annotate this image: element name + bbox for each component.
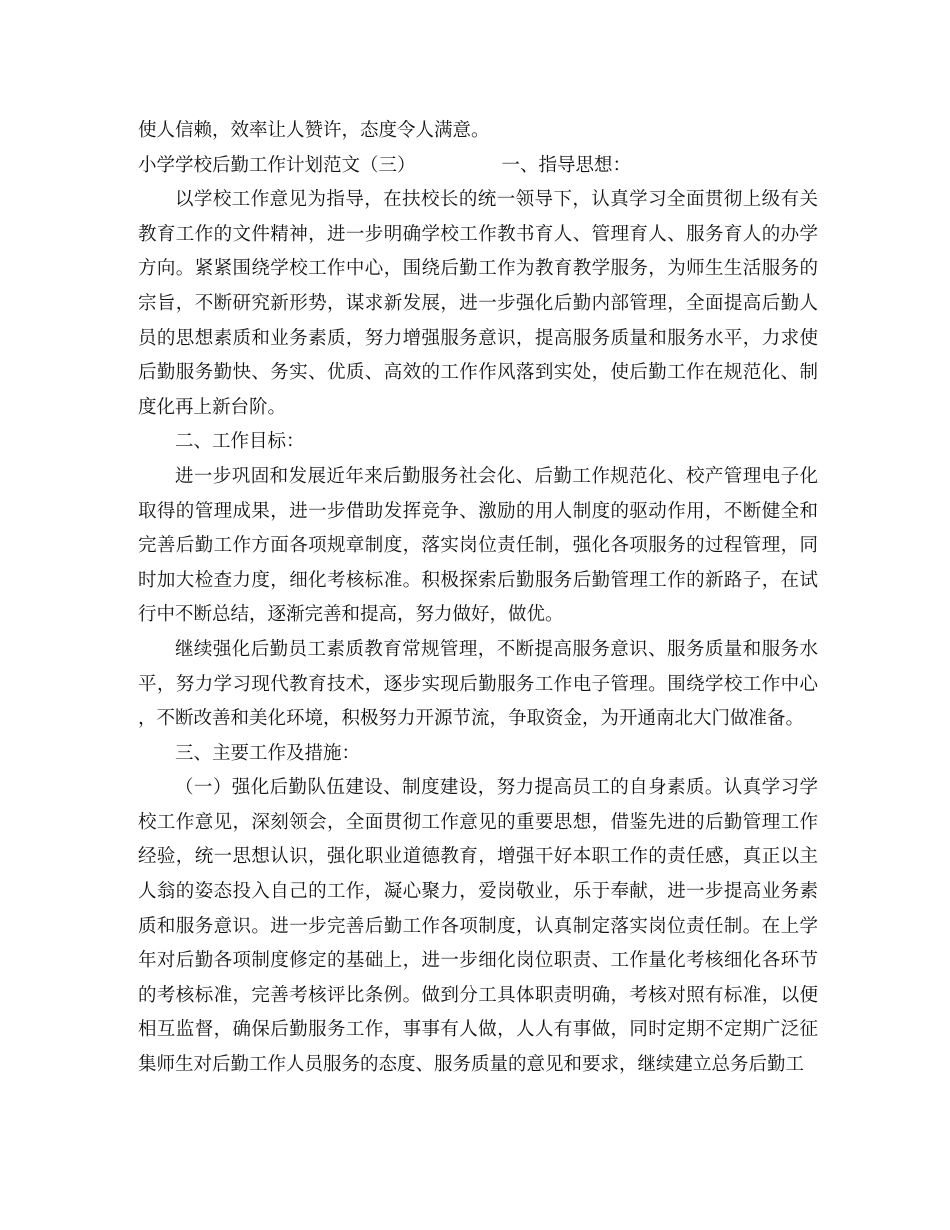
paragraph-main-work-1: （一）强化后勤队伍建设、制度建设，努力提高员工的自身素质。认真学习学校工作意见，深刻领会，全面贯彻工作意见的重要思想，借鉴先进的后勤管理工作经验，统一思想认识，强化职业道德教育，增强干好本职工作的责任感，真正以主人翁的姿态投入自己的工作，凝心聚力，爱岗敬业，乐于奉献，进一步提高业务素质和服务意识。进一步完善后勤工作各项制度，认真制定落实岗位责任制。在上学年对后勤各项制度修定的基础上，进一步细化岗位职责、工作量化考核细化各环节的考核标准，完善考核评比条例。做到分工具体职责明确，考核对照有标准，以便相互监督，确保后勤服务工作，事事有人做，人人有事做，同时定期不定期广泛征集师生对后勤工作人员服务的态度、服务质量的意见和要求，继续建立总务后勤工 xyxy=(138,777,818,1076)
document-body xyxy=(138,114,818,1083)
paragraph-continuation: 使人信赖，效率让人赞许，态度令人满意。 xyxy=(138,120,490,141)
section-heading-guiding-ideology: 一、指导思想： xyxy=(501,154,632,176)
section-heading-main-work: 三、主要工作及措施： xyxy=(175,742,361,764)
title-line xyxy=(138,149,818,184)
paragraph-work-goals-1: 进一步巩固和发展近年来后勤服务社会化、后勤工作规范化、校产管理电子化取得的管理成果，进一步借助发挥竞争、激励的用人制度的驱动作用，不断健全和完善后勤工作方面各项规章制度，落实岗位责任制，强化各项服务的过程管理，同时加大检查力度，细化考核标准。积极探索后勤服务后勤管理工作的新路子，在试行中不断总结，逐渐完善和提高，努力做好，做优。 xyxy=(138,465,818,626)
document-title: 小学学校后勤工作计划范文（三） xyxy=(138,154,416,176)
paragraph-guiding-ideology: 以学校工作意见为指导，在扶校长的统一领导下，认真学习全面贯彻上级有关教育工作的文件精神，进一步明确学校工作教书育人、管理育人、服务育人的办学方向。紧紧围绕学校工作中心，围绕后勤工作为教育教学服务，为师生生活服务的宗旨，不断研究新形势，谋求新发展，进一步强化后勤内部管理，全面提高后勤人员的思想素质和业务素质，努力增强服务意识，提高服务质量和服务水平，力求使后勤服务勤快、务实、优质、高效的工作作风落到实处，使后勤工作在规范化、制度化再上新台阶。 xyxy=(138,189,818,418)
paragraph-work-goals-2: 继续强化后勤员工素质教育常规管理，不断提高服务意识、服务质量和服务水平，努力学习现代教育技术，逐步实现后勤服务工作电子管理。围绕学校工作中心，不断改善和美化环境，积极努力开源节流，争取资金，为开通南北大门做准备。 xyxy=(138,638,818,730)
section-heading-work-goals: 二、工作目标： xyxy=(175,431,305,453)
